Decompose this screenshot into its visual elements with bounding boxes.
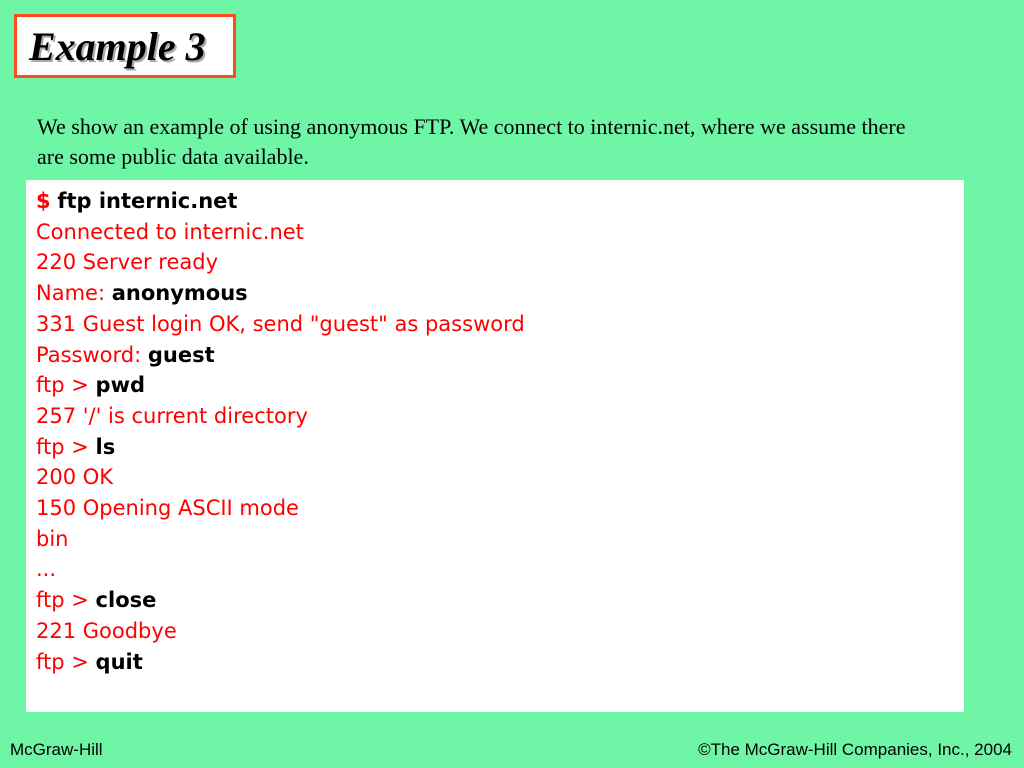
- terminal-output: 200 OK: [36, 465, 114, 490]
- shell-prompt: $: [36, 189, 51, 213]
- terminal-prompt: ftp >: [36, 649, 89, 674]
- terminal-command: ls: [95, 434, 116, 459]
- intro-paragraph: We show an example of using anonymous FTP. We connect to internic.net, where we assume there are some public data available.: [37, 114, 906, 169]
- terminal-transcript: [26, 180, 964, 712]
- terminal-output: 221 Goodbye: [36, 618, 177, 643]
- terminal-line: [36, 340, 964, 371]
- terminal-output: 150 Opening ASCII mode: [36, 496, 299, 521]
- terminal-command: anonymous: [111, 281, 248, 306]
- terminal-line: [36, 647, 964, 678]
- terminal-line: [36, 186, 964, 217]
- terminal-command: close: [95, 588, 157, 613]
- terminal-output: 257 '/' is current directory: [36, 403, 308, 428]
- slide-title: Example 3: [29, 24, 206, 69]
- terminal-command: quit: [95, 649, 143, 674]
- footer-publisher: McGraw-Hill: [10, 740, 103, 759]
- terminal-command: ftp internic.net: [57, 189, 238, 213]
- terminal-line: [36, 370, 964, 401]
- terminal-line: [36, 432, 964, 463]
- terminal-output: 220 Server ready: [36, 250, 219, 275]
- terminal-prompt: ftp >: [36, 434, 89, 459]
- terminal-output: 331 Guest login OK, send "guest" as password: [36, 311, 525, 336]
- terminal-output: ...: [36, 557, 57, 582]
- terminal-command: pwd: [95, 373, 146, 398]
- terminal-prompt: Password:: [36, 342, 142, 367]
- terminal-output: bin: [36, 526, 69, 551]
- terminal-line: [36, 278, 964, 309]
- terminal-prompt: ftp >: [36, 373, 89, 398]
- terminal-command: guest: [147, 342, 215, 367]
- terminal-line: [36, 585, 964, 616]
- terminal-prompt: ftp >: [36, 588, 89, 613]
- footer-copyright: ©The McGraw-Hill Companies, Inc., 2004: [698, 740, 1012, 759]
- terminal-output: Connected to internic.net: [36, 219, 304, 244]
- terminal-prompt: Name:: [36, 281, 106, 306]
- slide-title-box: [14, 14, 236, 78]
